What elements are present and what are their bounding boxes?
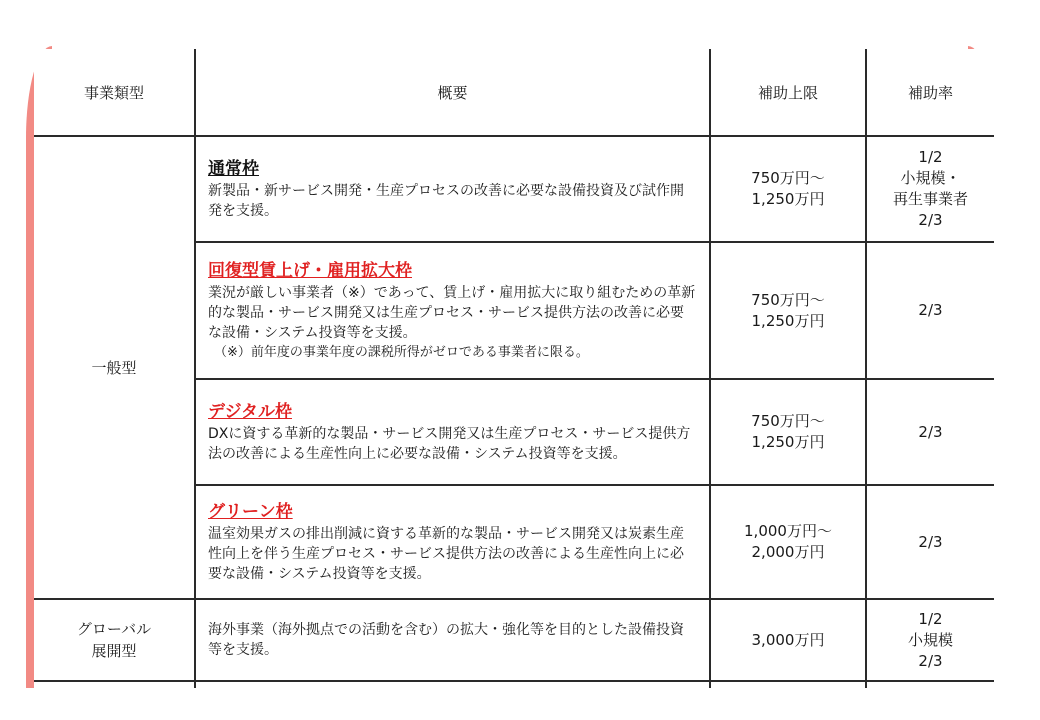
frame-description: 温室効果ガスの排出削減に資する革新的な製品・サービス開発又は炭素生産性向上を伴う生産プロセス・サービス提供方法の改善による生産性向上に必要な設備・システム投資等を支援。: [208, 526, 684, 582]
rate-cell: [866, 379, 994, 485]
overview-cell: [195, 136, 710, 242]
overview-cell: [195, 485, 710, 599]
overview-cell: [195, 379, 710, 485]
rate-line: 小規模・: [900, 169, 961, 187]
rate-line: 再生事業者: [892, 190, 968, 208]
rate-line: 2/3: [918, 422, 943, 441]
rate-cell: [866, 599, 994, 681]
header-type: 事業類型: [34, 49, 195, 136]
frame-description: 業況が厳しい事業者（※）であって、賃上げ・雇用拡大に取り組むための革新的な製品・サービス開発又は生産プロセス・サービス提供方法の改善に必要な設備・システム投資等を支援。: [208, 284, 696, 341]
limit-cell: [710, 242, 866, 379]
rate-line: 小規模: [907, 630, 953, 649]
overview-cell: [195, 242, 710, 379]
limit-line: 3,000万円: [751, 630, 825, 649]
type-general: 一般型: [34, 136, 195, 599]
header-rate: 補助率: [866, 49, 994, 136]
limit-line: 750万円～: [751, 169, 825, 187]
frame-title: 通常枠: [208, 159, 259, 179]
limit-cell: [710, 136, 866, 242]
cutoff-cell: [866, 681, 994, 688]
table-row: [34, 599, 994, 681]
limit-line: 1,250万円: [751, 190, 825, 208]
limit-cell: [710, 379, 866, 485]
limit-line: 1,250万円: [751, 311, 825, 330]
limit-line: 2,000万円: [751, 543, 825, 561]
limit-line: 750万円～: [751, 412, 825, 430]
rate-line: 2/3: [918, 211, 943, 229]
table-row: [34, 136, 994, 242]
frame-note: （※）前年度の事業年度の課税所得がゼロである事業者に限る。: [214, 344, 589, 360]
table-header-row: [34, 49, 994, 136]
rate-cell: [866, 242, 994, 379]
frame-title: グリーン枠: [208, 502, 293, 522]
limit-cell: [710, 599, 866, 681]
rate-line: 2/3: [918, 532, 943, 551]
rate-line: 1/2: [918, 609, 943, 628]
cutoff-cell: [195, 681, 710, 688]
rate-line: 1/2: [918, 148, 943, 166]
header-limit: 補助上限: [710, 49, 866, 136]
subsidy-type-table: [34, 49, 994, 688]
cutoff-cell: [34, 681, 195, 688]
limit-line: 750万円～: [751, 290, 825, 309]
type-line: 展開型: [91, 642, 137, 660]
rate-line: 2/3: [918, 301, 943, 319]
overview-cell: 海外事業（海外拠点での活動を含む）の拡大・強化等を目的とした設備投資等を支援。: [195, 599, 710, 681]
frame-title: デジタル枠: [208, 402, 292, 422]
rate-cell: [866, 485, 994, 599]
frame-title: 回復型賃上げ・雇用拡大枠: [208, 260, 412, 281]
rate-line: 2/3: [918, 651, 943, 670]
type-line: グローバル: [76, 620, 152, 638]
limit-line: 1,250万円: [751, 433, 825, 451]
frame-description: DXに資する革新的な製品・サービス開発又は生産プロセス・サービス提供方法の改善による生産性向上に必要な設備・システム投資等を支援。: [208, 426, 691, 462]
frame-description: 新製品・新サービス開発・生産プロセスの改善に必要な設備投資及び試作開発を支援。: [208, 183, 684, 219]
type-global: [34, 599, 195, 681]
limit-line: 1,000万円～: [744, 522, 832, 540]
cutoff-cell: [710, 681, 866, 688]
table-row-cutoff: [34, 681, 994, 688]
rate-cell: [866, 136, 994, 242]
header-overview: 概要: [195, 49, 710, 136]
limit-cell: [710, 485, 866, 599]
